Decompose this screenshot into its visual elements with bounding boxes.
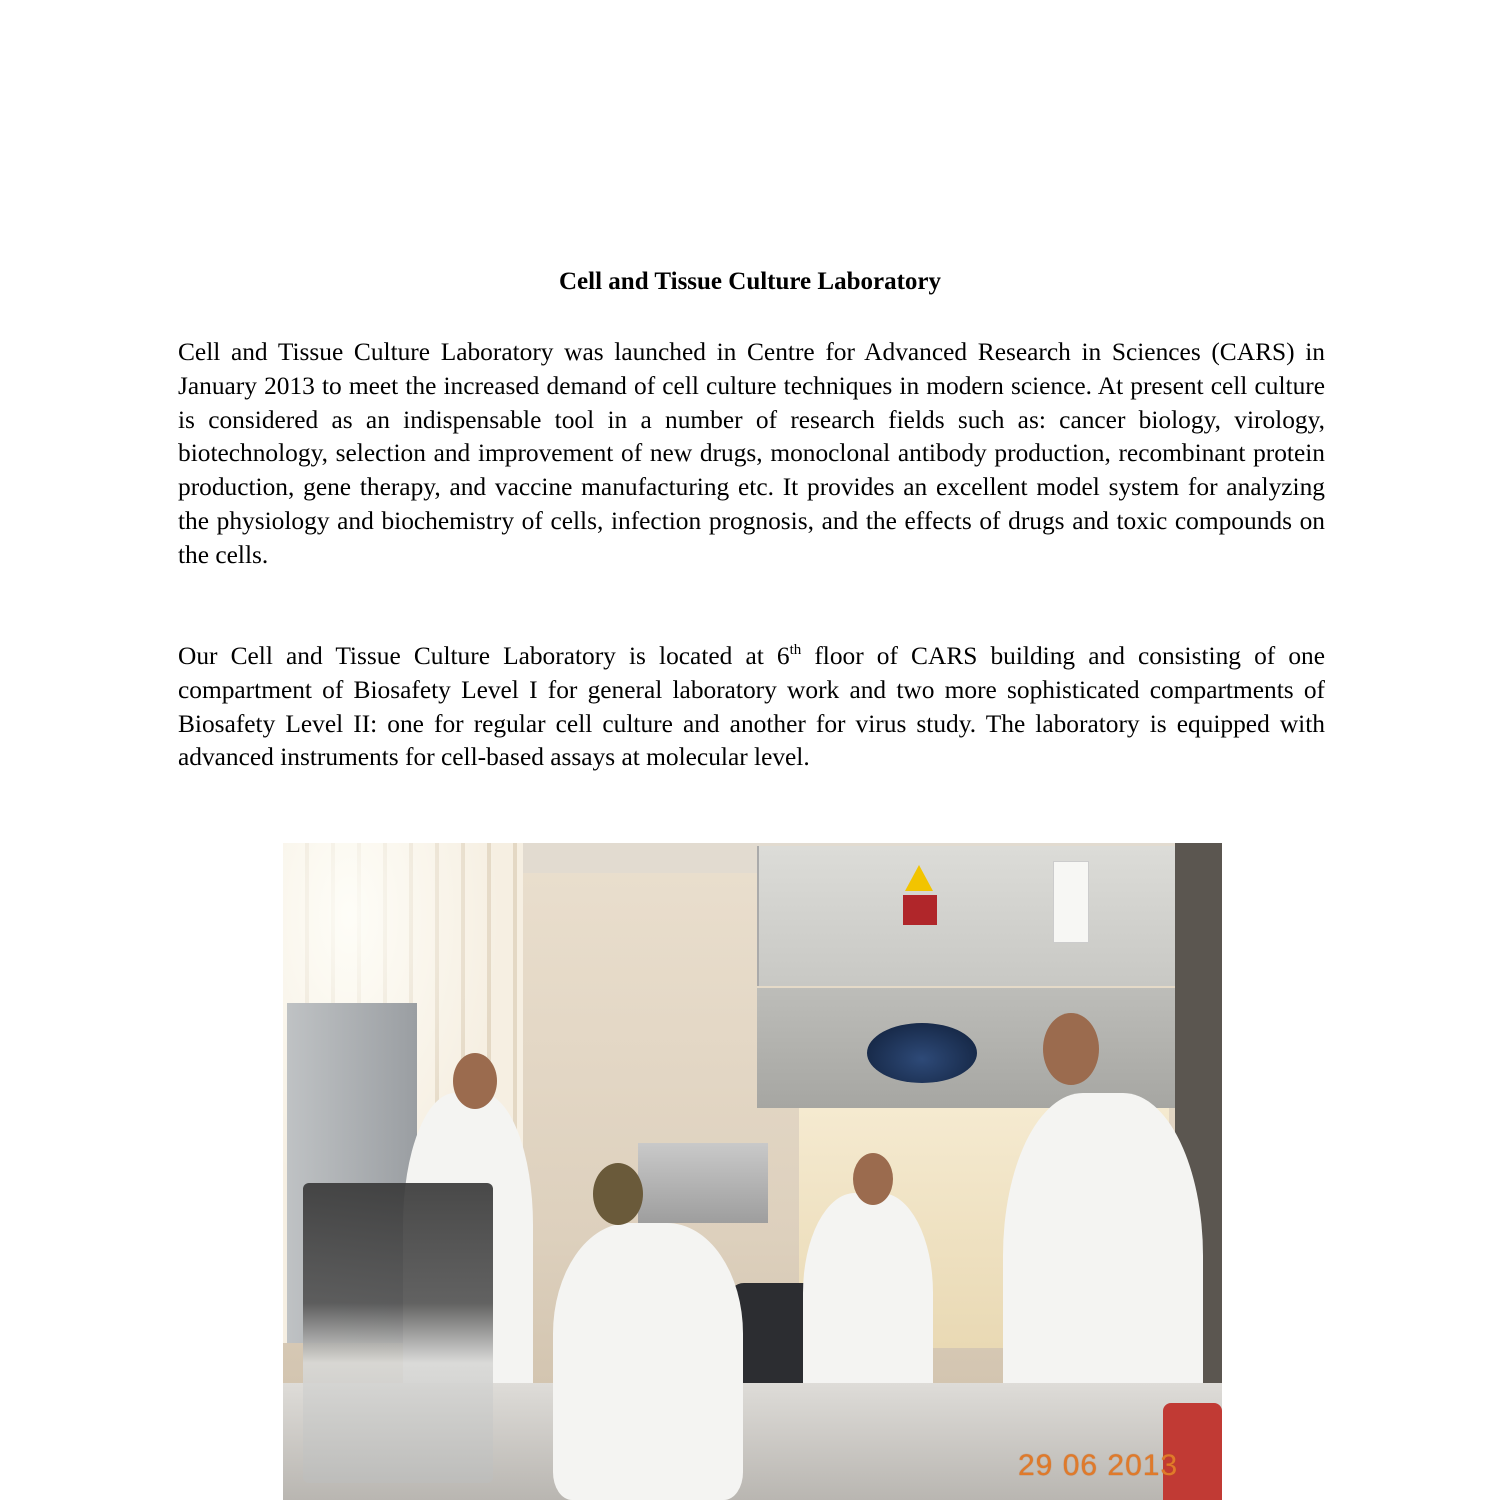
ordinal-suffix: th [789,642,802,658]
biosafety-cabinet-top [757,846,1177,986]
paragraph-location-text-1: Our Cell and Tissue Culture Laboratory is located at 6 [178,642,790,670]
warning-label [903,895,937,925]
paragraph-location [178,640,1325,775]
researcher-at-microscope [553,1223,743,1500]
microscope [303,1183,493,1483]
paragraph-intro: Cell and Tissue Culture Laboratory was launched in Centre for Advanced Research in Sciences (CARS) in January 2013 to meet the increased demand of cell culture techniques in modern science. At present cell culture is considered as an indispensable tool in a number of research fields such as: cancer biology, virology, biotechnology, selection and improvement of new drugs, monoclonal antibody production, recombinant protein production, gene therapy, and vaccine manufacturing etc. It provides an excellent model system for analyzing the physiology and biochemistry of cells, infection prognosis, and the effects of drugs and toxic compounds on the cells. [178,338,1325,569]
water-bath [638,1143,768,1223]
biohazard-warning-icon [905,865,933,891]
researcher-head [593,1163,643,1225]
paragraph-location-text-2: floor of CARS building and consisting of one compartment of Biosafety Level I for general laboratory work and two more sophisticated compartments of Biosafety Level II: one for regular cell culture and another for virus study. The laboratory is equipped with advanced instruments for cell-based assays at molecular level. [178,642,1325,772]
researcher-head [853,1153,893,1205]
posted-notice [1053,861,1089,943]
researcher-head [1043,1013,1099,1085]
researcher-head [453,1053,497,1109]
photo-date-stamp: 29 06 2013 [1018,1449,1179,1482]
page-title: Cell and Tissue Culture Laboratory [559,268,941,295]
lab-photo [283,843,1222,1500]
cabinet-logo-window [867,1023,977,1083]
